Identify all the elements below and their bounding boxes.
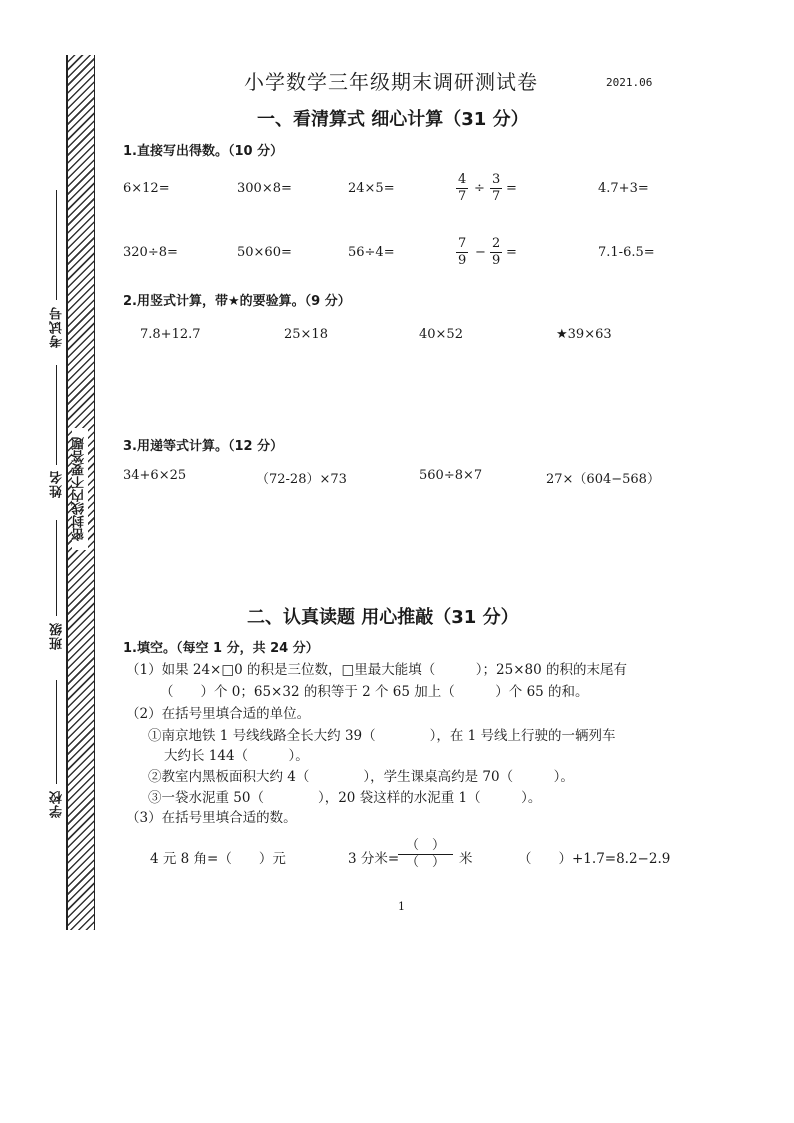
- vertical-calc-item: 7.8+12.7: [140, 327, 201, 342]
- fill-blank-item: （ ）+1.7=8.2−2.9: [518, 851, 671, 867]
- fraction-numerator: 3: [492, 172, 501, 187]
- stepwise-calc-item: （72-28）×73: [256, 472, 347, 487]
- calc-item: 50×60=: [237, 245, 292, 260]
- calc-item: 300×8=: [237, 181, 292, 196]
- fill-blank-text: ③一袋水泥重 50（ ），20 袋这样的水泥重 1（ ）。: [148, 790, 542, 806]
- fill-blank-text: 大约长 144（ ）。: [164, 748, 309, 764]
- vertical-calc-item: ★39×63: [556, 327, 612, 342]
- calc-item: 7.1-6.5=: [598, 245, 655, 260]
- fraction-denominator: 7: [492, 189, 501, 204]
- fraction: [490, 172, 502, 205]
- calc-item: 56÷4=: [348, 245, 395, 260]
- fraction-denominator: 9: [492, 253, 501, 268]
- calc-item: 320÷8=: [123, 245, 178, 260]
- fill-blank-text: （1）如果 24×□0 的积是三位数，□里最大能填（ ）；25×80 的积的末尾有: [126, 662, 627, 678]
- fraction: [490, 236, 502, 269]
- fill-blank-label: 1.填空。（每空 1 分，共 24 分）: [123, 641, 319, 656]
- fraction: [398, 838, 453, 871]
- calc-item: 4.7+3=: [598, 181, 649, 196]
- calc-item: 6×12=: [123, 181, 170, 196]
- sealing-line-note: 密封线内不要答题: [72, 428, 88, 550]
- class-field-line: [56, 520, 57, 616]
- fill-blank-text: （3）在括号里填合适的数。: [126, 810, 297, 826]
- q3-label: 3.用递等式计算。（12 分）: [123, 439, 284, 454]
- fill-blank-text: （2）在括号里填合适的单位。: [126, 706, 311, 722]
- q2-label: 2.用竖式计算，带★的要验算。（9 分）: [123, 294, 351, 309]
- stepwise-calc-item: 34+6×25: [123, 468, 187, 483]
- fraction-denominator: 9: [458, 253, 467, 268]
- page-title: 小学数学三年级期末调研测试卷: [244, 70, 538, 94]
- fraction: [456, 172, 468, 205]
- fill-blank-item: 3 分米=: [348, 851, 400, 867]
- fill-blank-text: （ ）个 0；65×32 的积等于 2 个 65 加上（ ）个 65 的和。: [160, 684, 589, 700]
- stepwise-calc-item: 560÷8×7: [419, 468, 483, 483]
- fill-blank-item: 米: [459, 851, 473, 867]
- fraction-denominator: （ ）: [406, 855, 446, 870]
- operator: −: [475, 245, 486, 260]
- section2-title: 二、认真读题 用心推敲（31 分）: [247, 607, 519, 628]
- fraction-numerator: 4: [458, 172, 467, 187]
- vertical-calc-item: 25×18: [284, 327, 328, 342]
- fill-blank-text: ①南京地铁 1 号线线路全长大约 39（ ），在 1 号线上行驶的一辆列车: [148, 728, 616, 744]
- fraction: [456, 236, 468, 269]
- stepwise-calc-item: 27×（604−568）: [546, 472, 660, 487]
- name-field-line: [56, 365, 57, 465]
- fraction-numerator: 7: [458, 236, 467, 251]
- school-label: 学校: [50, 790, 65, 818]
- equals-sign: =: [506, 245, 517, 260]
- school-field-line: [56, 680, 57, 784]
- exam-date: 2021.06: [606, 76, 653, 89]
- section1-title: 一、看清算式 细心计算（31 分）: [257, 109, 529, 130]
- q1-label: 1.直接写出得数。（10 分）: [123, 144, 284, 159]
- vertical-calc-item: 40×52: [419, 327, 463, 342]
- fraction-denominator: 7: [458, 189, 467, 204]
- fill-blank-text: ②教室内黑板面积大约 4（ ），学生课桌高约是 70（ ）。: [148, 769, 574, 785]
- equals-sign: =: [506, 181, 517, 196]
- name-label: 姓名: [50, 470, 65, 498]
- operator: ÷: [474, 181, 485, 196]
- fill-blank-item: 4 元 8 角=（ ）元: [150, 851, 286, 867]
- fraction-numerator: （ ）: [398, 838, 453, 855]
- exam-number-field-line: [56, 190, 57, 300]
- class-label: 班级: [50, 622, 65, 650]
- exam-number-label: 考试号: [50, 306, 65, 348]
- calc-item: 24×5=: [348, 181, 395, 196]
- fraction-numerator: 2: [492, 236, 501, 251]
- page-number: 1: [398, 900, 405, 913]
